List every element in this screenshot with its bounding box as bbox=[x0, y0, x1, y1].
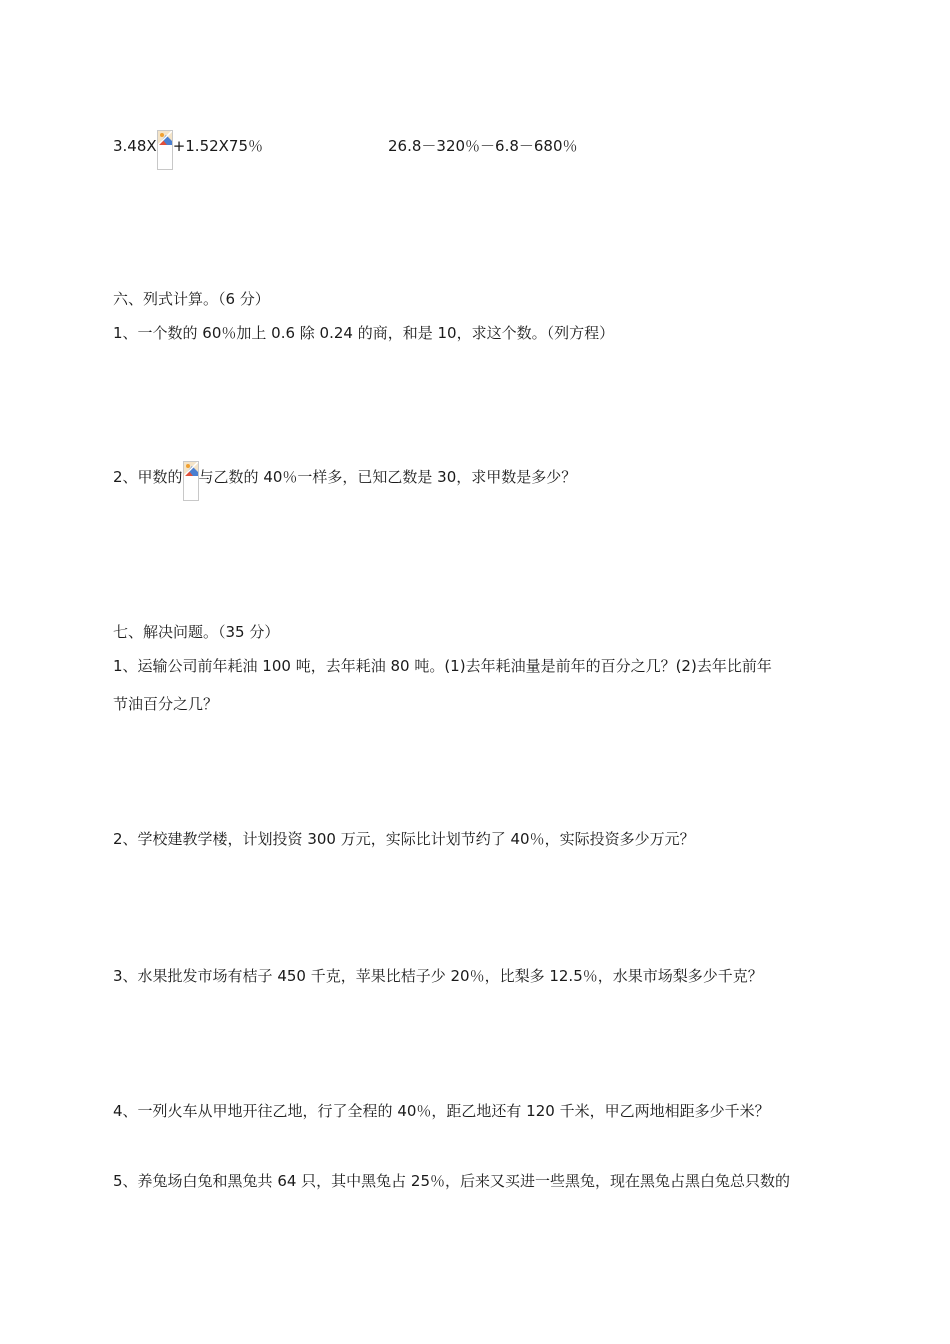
expression-right: 26.8－320％－6.8－680％ bbox=[388, 137, 578, 155]
section7-heading: 七、解决问题。（35 分） bbox=[113, 623, 280, 641]
section7-question-2: 2、学校建教学楼，计划投资 300 万元，实际比计划节约了 40％，实际投资多少万元？ bbox=[113, 830, 695, 848]
section7-question-1-line-2: 节油百分之几？ bbox=[113, 695, 219, 713]
section6-question-2 bbox=[113, 467, 576, 501]
expression-left-part-b: +1.52X75％ bbox=[172, 137, 264, 155]
section6-question-2-part-a: 2、甲数的 bbox=[113, 468, 183, 486]
section7-question-3: 3、水果批发市场有桔子 450 千克，苹果比桔子少 20％，比梨多 12.5％，水果市场梨多少千克？ bbox=[113, 967, 763, 985]
section7-question-1-line-1: 1、运输公司前年耗油 100 吨，去年耗油 80 吨。(1)去年耗油量是前年的百分之几？(2)去年比前年 bbox=[113, 657, 772, 675]
section6-question-2-part-b: 与乙数的 40％一样多，已知乙数是 30，求甲数是多少？ bbox=[198, 468, 577, 486]
fraction-image-placeholder bbox=[183, 461, 199, 501]
broken-image-icon bbox=[184, 462, 198, 476]
section7-question-4: 4、一列火车从甲地开往乙地，行了全程的 40％，距乙地还有 120 千米，甲乙两地相距多少千米？ bbox=[113, 1102, 770, 1120]
expression-left-part-a: 3.48X bbox=[113, 137, 157, 155]
section6-question-1: 1、一个数的 60％加上 0.6 除 0.24 的商，和是 10，求这个数。（列方程） bbox=[113, 324, 615, 342]
fraction-image-placeholder bbox=[157, 130, 173, 170]
broken-image-icon bbox=[158, 131, 172, 145]
expression-left bbox=[113, 136, 263, 170]
section7-question-5: 5、养兔场白兔和黑兔共 64 只，其中黑兔占 25％，后来又买进一些黑兔，现在黑兔占黑白兔总只数的 bbox=[113, 1172, 791, 1190]
section6-heading: 六、列式计算。（6 分） bbox=[113, 290, 270, 308]
